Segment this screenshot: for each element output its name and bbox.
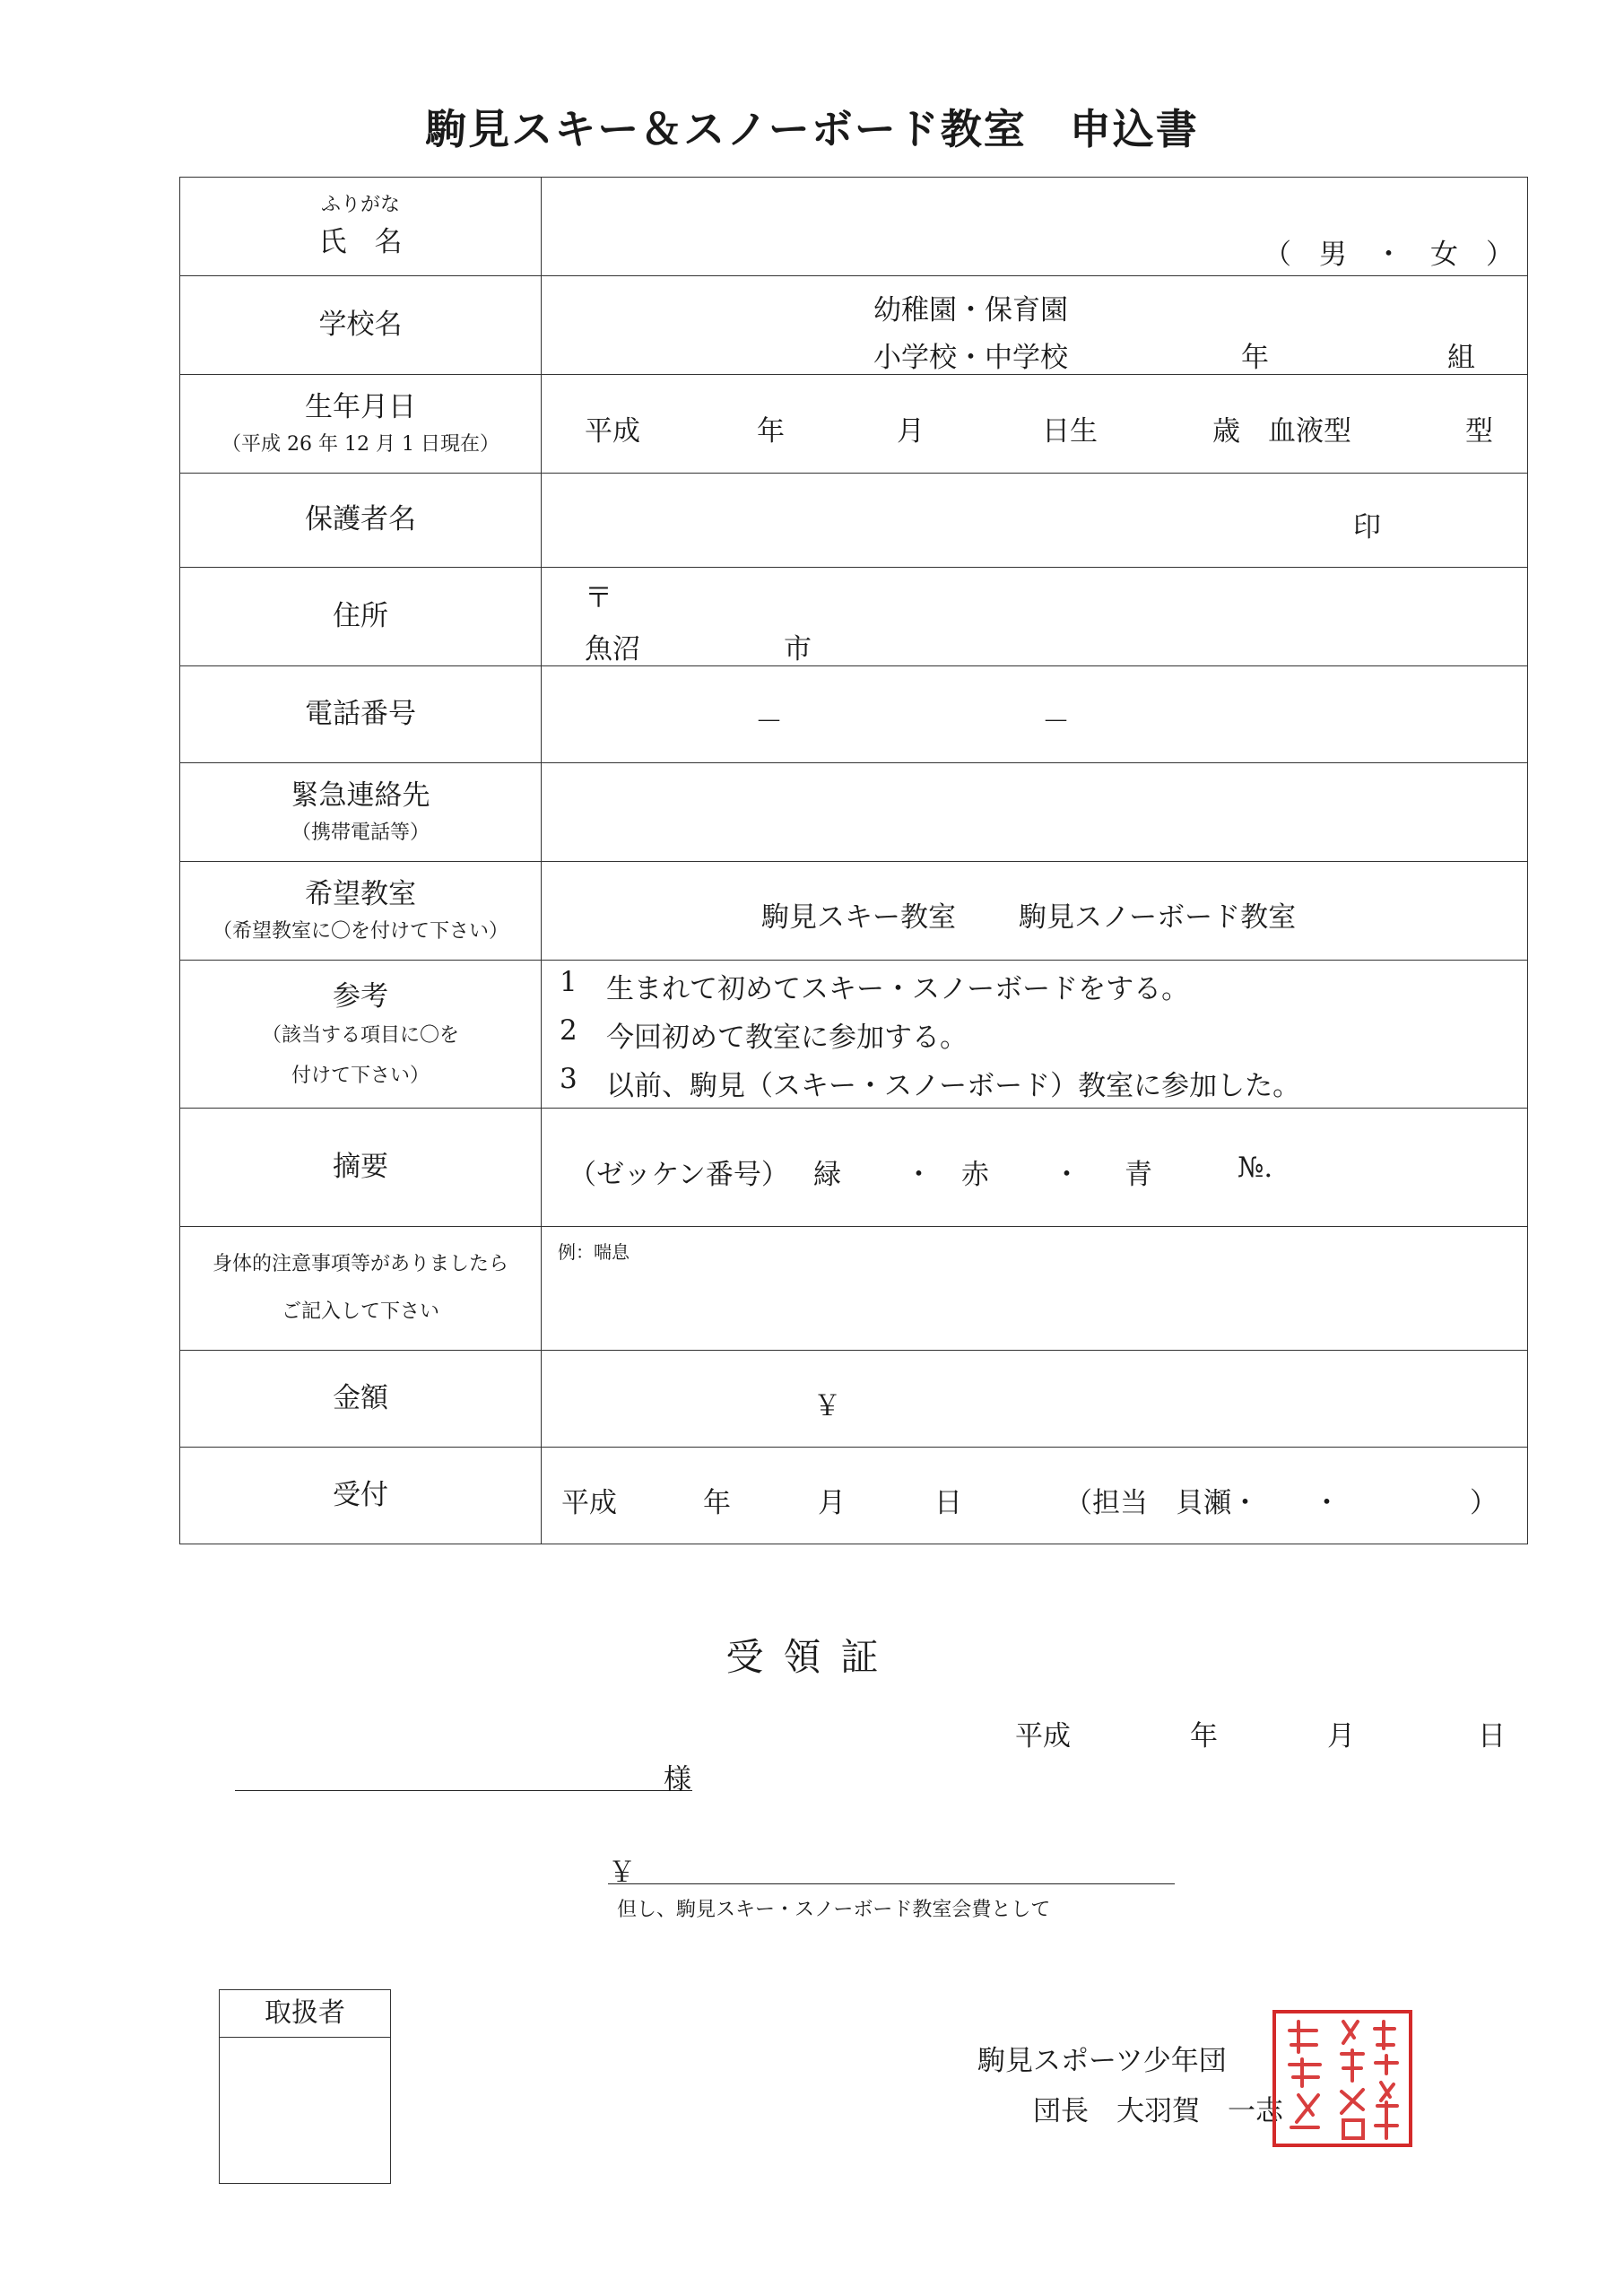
guardian-label: 保護者名 [180,474,542,568]
application-form [179,177,1528,1544]
blood-type-label: 血液型 [1268,415,1351,448]
bib-number-no: №. [1238,1152,1273,1184]
blood-type-suffix: 型 [1465,415,1493,448]
furigana-label: ふりがな [320,193,400,216]
birth-day: 日生 [1042,415,1098,448]
reference-note-1: （該当する項目に〇を [261,1024,459,1048]
emergency-note: （携帯電話等） [291,821,430,844]
health-label-1: 身体的注意事項等がありましたら [212,1253,508,1276]
receipt-day: 日 [1478,1720,1506,1752]
health-label-2: ご記入して下さい [281,1300,439,1323]
receipt-amount-line[interactable] [608,1883,1175,1884]
name-field[interactable] [542,178,1528,276]
course-note: （希望教室に〇を付けて下さい） [212,919,508,943]
address-label: 住所 [180,568,542,666]
amount-label: 金額 [180,1351,542,1448]
row-emergency [180,763,1528,862]
row-reception [180,1448,1528,1544]
address-field[interactable] [542,568,1528,666]
phone-dash-2: － [1042,706,1070,738]
bib-color-blue[interactable]: 青 [1125,1159,1152,1191]
row-birth [180,375,1528,474]
row-reference [180,961,1528,1109]
emergency-label: 緊急連絡先 [291,778,430,812]
birth-field[interactable] [542,375,1528,474]
address-city: 市 [784,633,812,665]
row-phone [180,666,1528,763]
leader-name: 団長 大羽賀 一志 [1033,2095,1283,2127]
page-title: 駒見スキー＆スノーボード教室 申込書 [425,105,1199,153]
receipt-era: 平成 [1015,1720,1071,1752]
bib-color-red[interactable]: 赤 [961,1159,989,1191]
reference-item-number: 1 [560,966,578,998]
handler-label: 取扱者 [220,1990,390,2038]
bib-color-green[interactable]: 緑 [813,1159,841,1191]
course-ski-option[interactable]: 駒見スキー教室 [761,901,956,934]
school-field[interactable] [542,276,1528,375]
reception-month: 月 [818,1487,846,1519]
row-amount [180,1351,1528,1448]
summary-field[interactable] [542,1109,1528,1227]
birth-note: （平成 26 年 12 月 1 日現在） [221,432,499,456]
reference-note-2: 付けて下さい） [291,1064,430,1087]
health-example: 例：喘息 [558,1241,630,1263]
row-name [180,178,1528,276]
reference-item-text[interactable]: 生まれて初めてスキー・スノーボードをする。 [606,973,1190,1005]
birth-label: 生年月日 [305,390,416,423]
amount-field[interactable] [542,1351,1528,1448]
recipient-name-line[interactable] [235,1790,692,1791]
phone-dash-1: － [755,706,783,738]
phone-field[interactable] [542,666,1528,763]
recipient-honorific: 様 [664,1763,691,1796]
reception-day: 日 [934,1487,962,1519]
summary-label: 摘要 [180,1109,542,1227]
row-summary [180,1109,1528,1227]
reception-era: 平成 [561,1487,617,1519]
receipt-yen-symbol: ￥ [608,1857,636,1889]
gender-choice[interactable]: （ 男 ・ 女 ） [1264,239,1514,271]
emergency-field[interactable] [542,763,1528,862]
reference-item-text[interactable]: 以前、駒見（スキー・スノーボード）教室に参加した。 [606,1070,1301,1102]
phone-label: 電話番号 [180,666,542,763]
reception-field[interactable] [542,1448,1528,1544]
course-field [542,862,1528,961]
course-label: 希望教室 [305,877,416,910]
postal-mark: 〒 [585,582,612,614]
name-label-cell [180,178,542,276]
course-snowboard-option[interactable]: 駒見スノーボード教室 [1019,901,1297,934]
birth-month: 月 [897,415,925,448]
reception-staff-separator: ・ [1313,1487,1341,1519]
guardian-field[interactable] [542,474,1528,568]
address-town: 魚沼 [585,633,640,665]
official-seal-icon [1272,2009,1413,2148]
row-school [180,276,1528,375]
name-label: 氏 名 [318,226,403,259]
receipt-month: 月 [1327,1720,1355,1752]
bib-separator: ・ [1053,1159,1081,1191]
reception-staff-close: ） [1470,1487,1498,1519]
reference-label-cell [180,961,542,1109]
seal-mark-label: 印 [1353,511,1381,544]
course-label-cell [180,862,542,961]
reception-staff: （担当 貝瀬・ [1064,1487,1259,1519]
bib-separator: ・ [905,1159,933,1191]
school-line1: 幼稚園・保育園 [873,294,1068,326]
emergency-label-cell [180,763,542,862]
receipt-note: 但し、駒見スキー・スノーボード教室会費として [617,1899,1051,1921]
birth-era: 平成 [585,415,640,448]
handler-stamp-box[interactable] [219,1989,391,2184]
birth-year: 年 [757,415,785,448]
yen-symbol: ￥ [813,1390,841,1422]
receipt-year: 年 [1190,1720,1218,1752]
school-class-label: 組 [1447,342,1475,374]
row-guardian [180,474,1528,568]
school-label: 学校名 [180,276,542,375]
receipt-title: 受領証 [725,1635,899,1679]
reference-field [542,961,1528,1109]
reception-label: 受付 [180,1448,542,1544]
reception-year: 年 [703,1487,731,1519]
health-field[interactable] [542,1227,1528,1351]
organization-name: 駒見スポーツ少年団 [977,2045,1227,2077]
health-label-cell [180,1227,542,1351]
row-course [180,862,1528,961]
row-health [180,1227,1528,1351]
reference-item-number: 3 [560,1063,578,1095]
school-line2: 小学校・中学校 [873,342,1068,374]
reference-item-text[interactable]: 今回初めて教室に参加する。 [606,1022,968,1054]
school-year-label: 年 [1241,342,1269,374]
row-address [180,568,1528,666]
reference-label: 参考 [333,980,388,1013]
bib-number-label: （ゼッケン番号） [569,1159,789,1191]
reference-item-number: 2 [560,1014,578,1047]
age-label: 歳 [1212,415,1240,448]
birth-label-cell [180,375,542,474]
